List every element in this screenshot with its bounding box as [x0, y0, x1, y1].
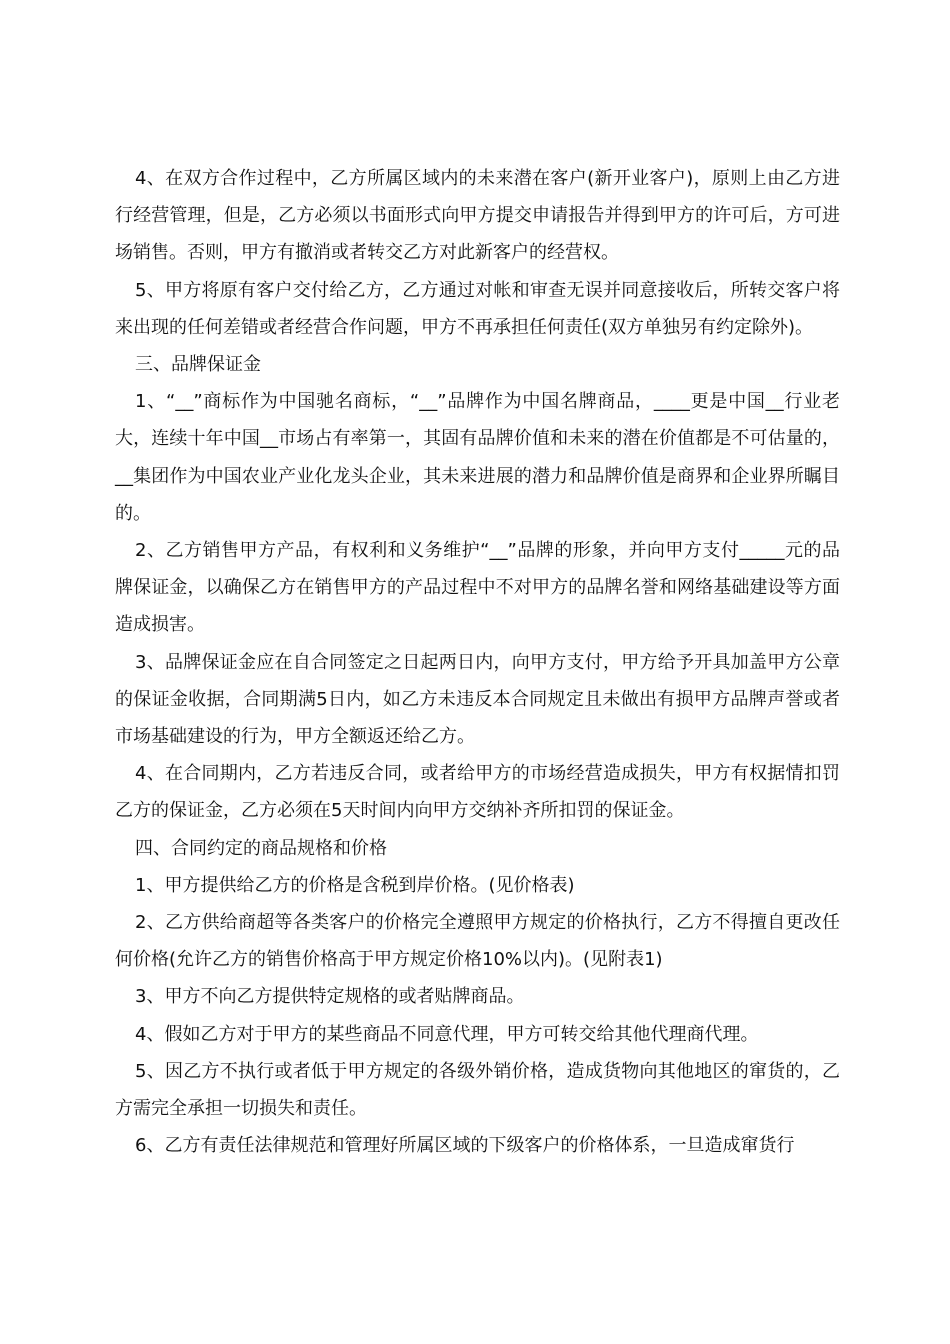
- paragraph-4-2: 2、乙方供给商超等各类客户的价格完全遵照甲方规定的价格执行，乙方不得擅自更改任何价格(允许乙方的销售价格高于甲方规定价格10%以内)。(见附表1): [115, 912, 840, 971]
- section-heading-brand-deposit: 三、品牌保证金: [135, 354, 261, 376]
- paragraph-3-4: 4、在合同期内，乙方若违反合同，或者给甲方的市场经营造成损失，甲方有权据情扣罚乙方的保证金，乙方必须在5天时间内向甲方交纳补齐所扣罚的保证金。: [115, 763, 840, 822]
- paragraph-4-6: 6、乙方有责任法律规范和管理好所属区域的下级客户的价格体系，一旦造成窜货行: [135, 1135, 795, 1157]
- paragraph-3-2: 2、乙方销售甲方产品，有权利和义务维护“__”品牌的形象，并向甲方支付_____元的品牌保证金，以确保乙方在销售甲方的产品过程中不对甲方的品牌名誉和网络基础建设等方面造成损害。: [115, 540, 840, 636]
- paragraph-2-5: 5、甲方将原有客户交付给乙方，乙方通过对帐和审查无误并同意接收后，所转交客户将来出现的任何差错或者经营合作问题，甲方不再承担任何责任(双方单独另有约定除外)。: [115, 279, 840, 338]
- paragraph-4-1: 1、甲方提供给乙方的价格是含税到岸价格。(见价格表): [135, 874, 575, 896]
- paragraph-2-4: 4、在双方合作过程中，乙方所属区域内的未来潜在客户(新开业客户)，原则上由乙方进行经营管理，但是，乙方必须以书面形式向甲方提交申请报告并得到甲方的许可后，方可进场销售。否则，甲方有撤消或者转交乙方对此新客户的经营权。: [115, 168, 840, 264]
- section-heading-specs-and-prices: 四、合同约定的商品规格和价格: [135, 837, 387, 859]
- paragraph-3-3: 3、品牌保证金应在自合同签定之日起两日内，向甲方支付，甲方给予开具加盖甲方公章的保证金收据，合同期满5日内，如乙方未违反本合同规定且未做出有损甲方品牌声誉或者市场基础建设的行为，甲方全额返还给乙方。: [115, 651, 840, 748]
- paragraph-4-4: 4、假如乙方对于甲方的某些商品不同意代理，甲方可转交给其他代理商代理。: [135, 1023, 759, 1045]
- paragraph-4-3: 3、甲方不向乙方提供特定规格的或者贴牌商品。: [135, 986, 525, 1008]
- paragraph-3-1: 1、“__”商标作为中国驰名商标，“__”品牌作为中国名牌商品，____更是中国__行业老大，连续十年中国__市场占有率第一，其固有品牌价值和未来的潜在价值都是不可估量的，__集团作为中国农业产业化龙头企业，其未来进展的潜力和品牌价值是商界和企业界所瞩目的。: [115, 391, 840, 524]
- paragraph-4-5: 5、因乙方不执行或者低于甲方规定的各级外销价格，造成货物向其他地区的窜货的，乙方需完全承担一切损失和责任。: [115, 1060, 840, 1120]
- document-body: [115, 160, 840, 1164]
